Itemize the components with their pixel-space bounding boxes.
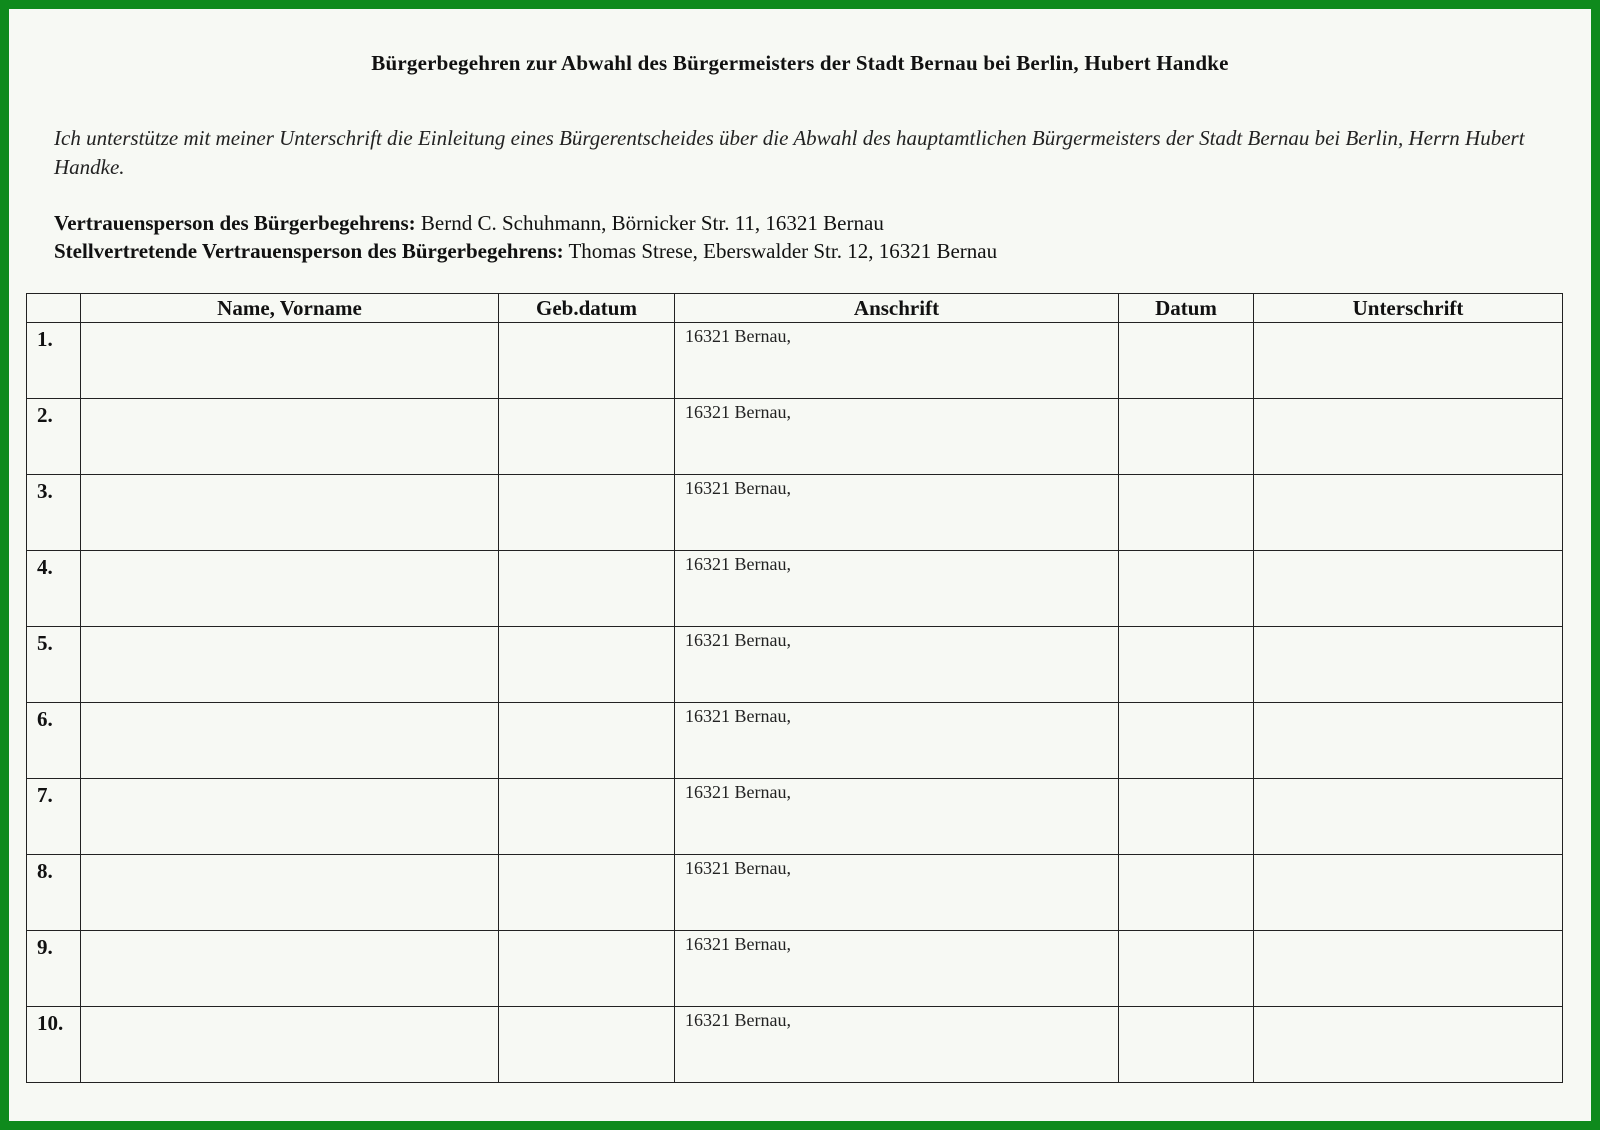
header-date: Datum: [1119, 294, 1254, 323]
header-signature: Unterschrift: [1254, 294, 1563, 323]
signature-cell[interactable]: [1254, 779, 1563, 855]
date-cell[interactable]: [1119, 703, 1254, 779]
table-header-row: [27, 294, 1563, 323]
signature-table: [26, 293, 1563, 1083]
address-cell[interactable]: 16321 Bernau,: [675, 551, 1119, 627]
row-number: 4.: [27, 551, 81, 627]
row-number: 3.: [27, 475, 81, 551]
address-cell[interactable]: 16321 Bernau,: [675, 1007, 1119, 1083]
document-title: Bürgerbegehren zur Abwahl des Bürgermeisters der Stadt Bernau bei Berlin, Hubert Handke: [371, 51, 1229, 75]
contact-person-label: Vertrauensperson des Bürgerbegehrens:: [54, 211, 416, 235]
header-address: Anschrift: [675, 294, 1119, 323]
date-cell[interactable]: [1119, 551, 1254, 627]
name-cell[interactable]: [81, 1007, 499, 1083]
table-row: [27, 475, 1563, 551]
signature-cell[interactable]: [1254, 323, 1563, 399]
table-row: [27, 855, 1563, 931]
header-birthdate: Geb.datum: [499, 294, 675, 323]
date-cell[interactable]: [1119, 475, 1254, 551]
signature-cell[interactable]: [1254, 475, 1563, 551]
deputy-person-label: Stellvertretende Vertrauensperson des Bürgerbegehrens:: [54, 239, 564, 263]
address-cell[interactable]: 16321 Bernau,: [675, 399, 1119, 475]
birthdate-cell[interactable]: [499, 399, 675, 475]
signature-cell[interactable]: [1254, 627, 1563, 703]
birthdate-cell[interactable]: [499, 475, 675, 551]
table-row: [27, 551, 1563, 627]
date-cell[interactable]: [1119, 627, 1254, 703]
signature-cell[interactable]: [1254, 703, 1563, 779]
contact-person-value: Bernd C. Schuhmann, Börnicker Str. 11, 16321 Bernau: [420, 211, 884, 235]
date-cell[interactable]: [1119, 1007, 1254, 1083]
row-number: 7.: [27, 779, 81, 855]
name-cell[interactable]: [81, 551, 499, 627]
name-cell[interactable]: [81, 323, 499, 399]
signature-cell[interactable]: [1254, 551, 1563, 627]
name-cell[interactable]: [81, 703, 499, 779]
birthdate-cell[interactable]: [499, 779, 675, 855]
form-page: [9, 9, 1591, 1121]
address-cell[interactable]: 16321 Bernau,: [675, 323, 1119, 399]
row-number: 1.: [27, 323, 81, 399]
name-cell[interactable]: [81, 779, 499, 855]
contact-person-line: [54, 209, 1564, 237]
birthdate-cell[interactable]: [499, 855, 675, 931]
header-name: Name, Vorname: [81, 294, 499, 323]
signature-cell[interactable]: [1254, 931, 1563, 1007]
date-cell[interactable]: [1119, 399, 1254, 475]
name-cell[interactable]: [81, 399, 499, 475]
birthdate-cell[interactable]: [499, 627, 675, 703]
date-cell[interactable]: [1119, 323, 1254, 399]
row-number: 10.: [27, 1007, 81, 1083]
address-cell[interactable]: 16321 Bernau,: [675, 627, 1119, 703]
row-number: 5.: [27, 627, 81, 703]
name-cell[interactable]: [81, 855, 499, 931]
date-cell[interactable]: [1119, 931, 1254, 1007]
address-cell[interactable]: 16321 Bernau,: [675, 475, 1119, 551]
row-number: 8.: [27, 855, 81, 931]
table-row: [27, 779, 1563, 855]
name-cell[interactable]: [81, 627, 499, 703]
address-cell[interactable]: 16321 Bernau,: [675, 779, 1119, 855]
address-cell[interactable]: 16321 Bernau,: [675, 931, 1119, 1007]
date-cell[interactable]: [1119, 855, 1254, 931]
date-cell[interactable]: [1119, 779, 1254, 855]
name-cell[interactable]: [81, 931, 499, 1007]
name-cell[interactable]: [81, 475, 499, 551]
table-row: [27, 323, 1563, 399]
intro-statement: Ich unterstütze mit meiner Unterschrift die Einleitung eines Bürgerentscheides über die Abwahl des hauptamtlichen Bürgermeisters der Stadt Bernau bei Berlin, Herrn Hubert Handke.: [54, 126, 1525, 179]
birthdate-cell[interactable]: [499, 703, 675, 779]
signature-cell[interactable]: [1254, 399, 1563, 475]
address-cell[interactable]: 16321 Bernau,: [675, 855, 1119, 931]
table-row: [27, 627, 1563, 703]
signature-cell[interactable]: [1254, 1007, 1563, 1083]
row-number: 9.: [27, 931, 81, 1007]
header-number: [27, 294, 81, 323]
deputy-person-value: Thomas Strese, Eberswalder Str. 12, 16321 Bernau: [568, 239, 998, 263]
address-cell[interactable]: 16321 Bernau,: [675, 703, 1119, 779]
birthdate-cell[interactable]: [499, 1007, 675, 1083]
deputy-person-line: [54, 237, 1564, 265]
table-row: [27, 399, 1563, 475]
table-row: [27, 703, 1563, 779]
birthdate-cell[interactable]: [499, 551, 675, 627]
table-row: [27, 1007, 1563, 1083]
signature-cell[interactable]: [1254, 855, 1563, 931]
row-number: 6.: [27, 703, 81, 779]
birthdate-cell[interactable]: [499, 323, 675, 399]
table-row: [27, 931, 1563, 1007]
contact-persons: [54, 209, 1564, 265]
row-number: 2.: [27, 399, 81, 475]
birthdate-cell[interactable]: [499, 931, 675, 1007]
